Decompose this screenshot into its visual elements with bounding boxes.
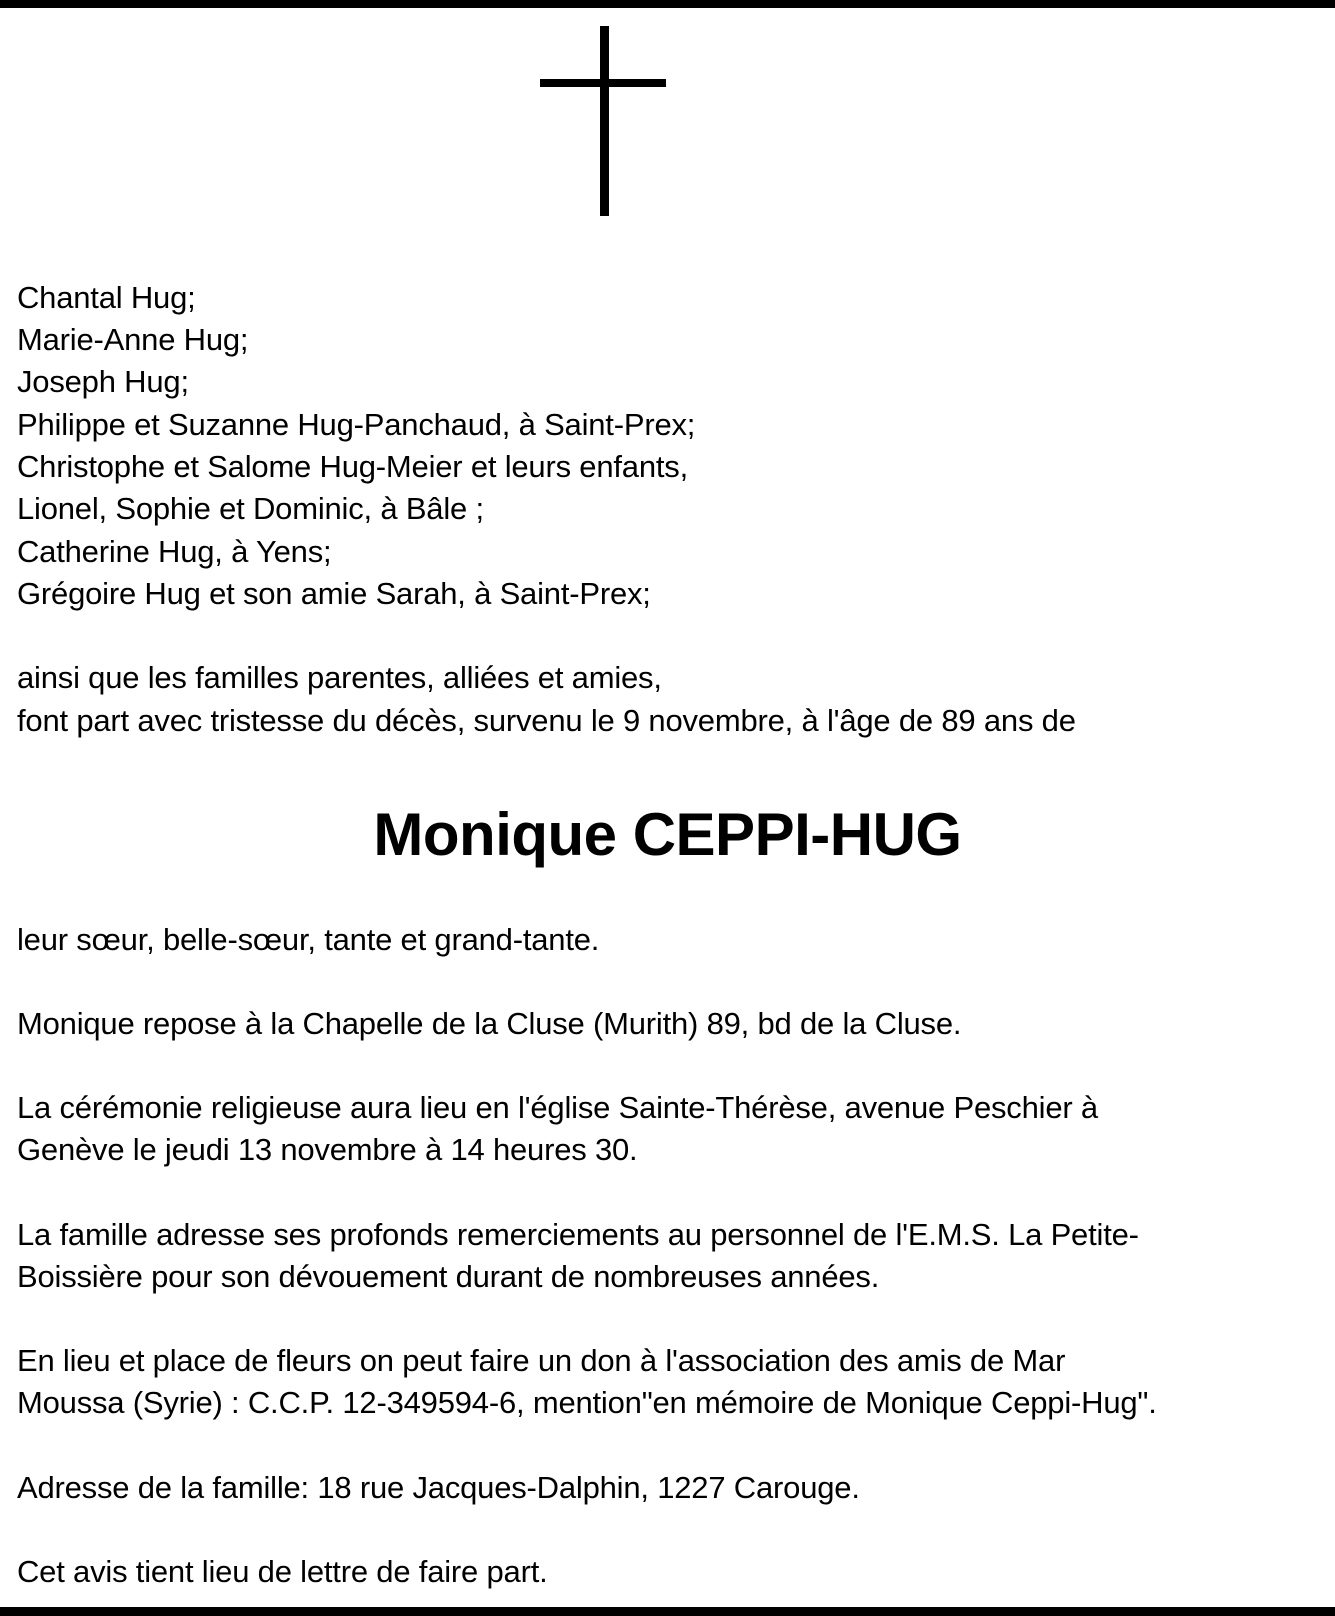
family-line: Chantal Hug; [17,280,196,315]
top-border [0,0,1335,8]
family-line: Lionel, Sophie et Dominic, à Bâle ; [17,491,484,526]
announcement-line: font part avec tristesse du décès, survenu le 9 novembre, à l'âge de 89 ans de [17,703,1076,738]
family-line: Christophe et Salome Hug-Meier et leurs enfants, [17,449,689,484]
deceased-name: Monique CEPPI-HUG [373,801,962,868]
cross-horizontal [540,79,666,87]
ceremony-line: La cérémonie religieuse aura lieu en l'église Sainte-Thérèse, avenue Peschier à [17,1090,1098,1125]
cross-vertical [600,26,609,216]
thanks-line: La famille adresse ses profonds remerciements au personnel de l'E.M.S. La Petite- [17,1217,1139,1252]
ceremony-line: Genève le jeudi 13 novembre à 14 heures 30. [17,1132,638,1167]
announcement-line: ainsi que les familles parentes, alliées et amies, [17,660,662,695]
rest-place-text: Monique repose à la Chapelle de la Cluse (Murith) 89, bd de la Cluse. [17,1006,962,1041]
family-line: Marie-Anne Hug; [17,322,249,357]
donation-line: En lieu et place de fleurs on peut faire un don à l'association des amis de Mar [17,1343,1066,1378]
family-line: Joseph Hug; [17,364,189,399]
closing-text: Cet avis tient lieu de lettre de faire part. [17,1554,548,1589]
family-line: Philippe et Suzanne Hug-Panchaud, à Saint-Prex; [17,407,696,442]
family-line: Grégoire Hug et son amie Sarah, à Saint-Prex; [17,576,651,611]
family-line: Catherine Hug, à Yens; [17,534,332,569]
family-address: Adresse de la famille: 18 rue Jacques-Dalphin, 1227 Carouge. [17,1470,860,1505]
bottom-border [0,1607,1335,1616]
donation-line: Moussa (Syrie) : C.C.P. 12-349594-6, mention"en mémoire de Monique Ceppi-Hug". [17,1385,1157,1420]
relation-text: leur sœur, belle-sœur, tante et grand-tante. [17,922,600,957]
thanks-line: Boissière pour son dévouement durant de nombreuses années. [17,1259,880,1294]
